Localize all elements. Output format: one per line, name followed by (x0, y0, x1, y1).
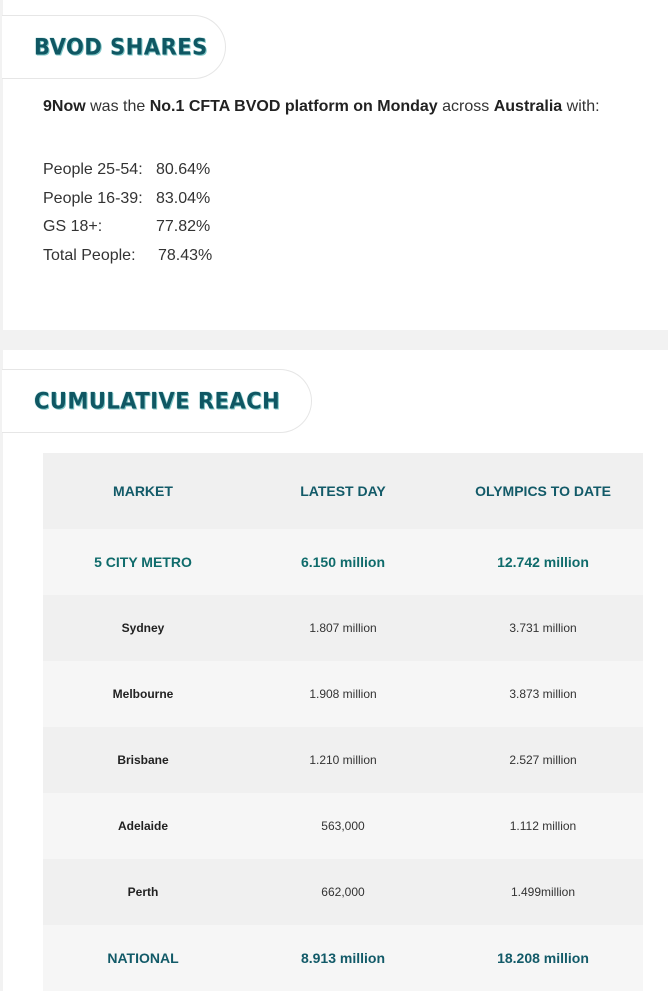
to-date-cell: 12.742 million (497, 554, 589, 570)
column-header-latest-day: LATEST DAY (300, 483, 386, 499)
region-name: Australia (493, 98, 563, 115)
table-row (43, 727, 643, 793)
stat-row (43, 213, 211, 242)
section-header-pill (2, 369, 312, 433)
stat-value: 83.04% (156, 189, 211, 207)
market-cell: NATIONAL (107, 950, 179, 966)
to-date-cell: 18.208 million (497, 950, 589, 966)
latest-day-cell: 1.807 million (309, 621, 377, 635)
market-cell: Adelaide (117, 819, 168, 833)
table-row (43, 859, 643, 925)
latest-day-cell: 662,000 (321, 885, 365, 899)
stat-value: 78.43% (158, 246, 213, 264)
market-cell: Sydney (121, 621, 165, 635)
table-header-row (43, 453, 643, 529)
market-cell: Brisbane (117, 753, 169, 767)
table-row (43, 793, 643, 859)
intro-text: across (437, 98, 494, 115)
intro-text: was the (85, 98, 150, 115)
bvod-shares-section (3, 0, 668, 330)
to-date-cell: 1.499million (510, 885, 576, 899)
stat-label: People 25-54: (43, 161, 143, 179)
latest-day-cell: 6.150 million (300, 554, 386, 570)
column-header-olympics-to-date: OLYMPICS TO DATE (475, 483, 611, 499)
section-header-pill (2, 15, 226, 79)
market-cell: Perth (127, 885, 159, 899)
platform-highlight: No.1 CFTA BVOD platform on Monday (149, 98, 438, 115)
to-date-cell: 3.731 million (509, 621, 577, 635)
latest-day-cell: 563,000 (321, 819, 365, 833)
intro-paragraph (43, 98, 600, 116)
intro-text: with: (562, 98, 600, 115)
section-title: CUMULATIVE REACH (34, 388, 281, 414)
stat-row (43, 156, 211, 185)
table-row-national (43, 925, 643, 991)
stat-value: 77.82% (156, 218, 211, 236)
stat-label: People 16-39: (43, 189, 143, 207)
share-stats-list (43, 156, 213, 270)
to-date-cell: 1.112 million (509, 819, 577, 833)
table-row (43, 595, 643, 661)
market-cell: Melbourne (112, 687, 174, 701)
table-row (43, 661, 643, 727)
stat-label: Total People: (43, 246, 136, 264)
latest-day-cell: 1.908 million (309, 687, 377, 701)
market-cell: 5 CITY METRO (94, 554, 192, 570)
section-title: BVOD SHARES (34, 34, 208, 60)
cumulative-reach-section (3, 350, 668, 991)
table-row-5-city-metro (43, 529, 643, 595)
to-date-cell: 3.873 million (509, 687, 577, 701)
column-header-market: MARKET (113, 483, 173, 499)
stat-value: 80.64% (156, 161, 211, 179)
brand-name: 9Now (43, 98, 86, 115)
stat-row (43, 185, 211, 214)
stat-row (43, 242, 213, 271)
reach-table (43, 453, 643, 991)
latest-day-cell: 8.913 million (300, 950, 386, 966)
to-date-cell: 2.527 million (509, 753, 577, 767)
latest-day-cell: 1.210 million (309, 753, 377, 767)
stat-label: GS 18+: (43, 218, 103, 236)
